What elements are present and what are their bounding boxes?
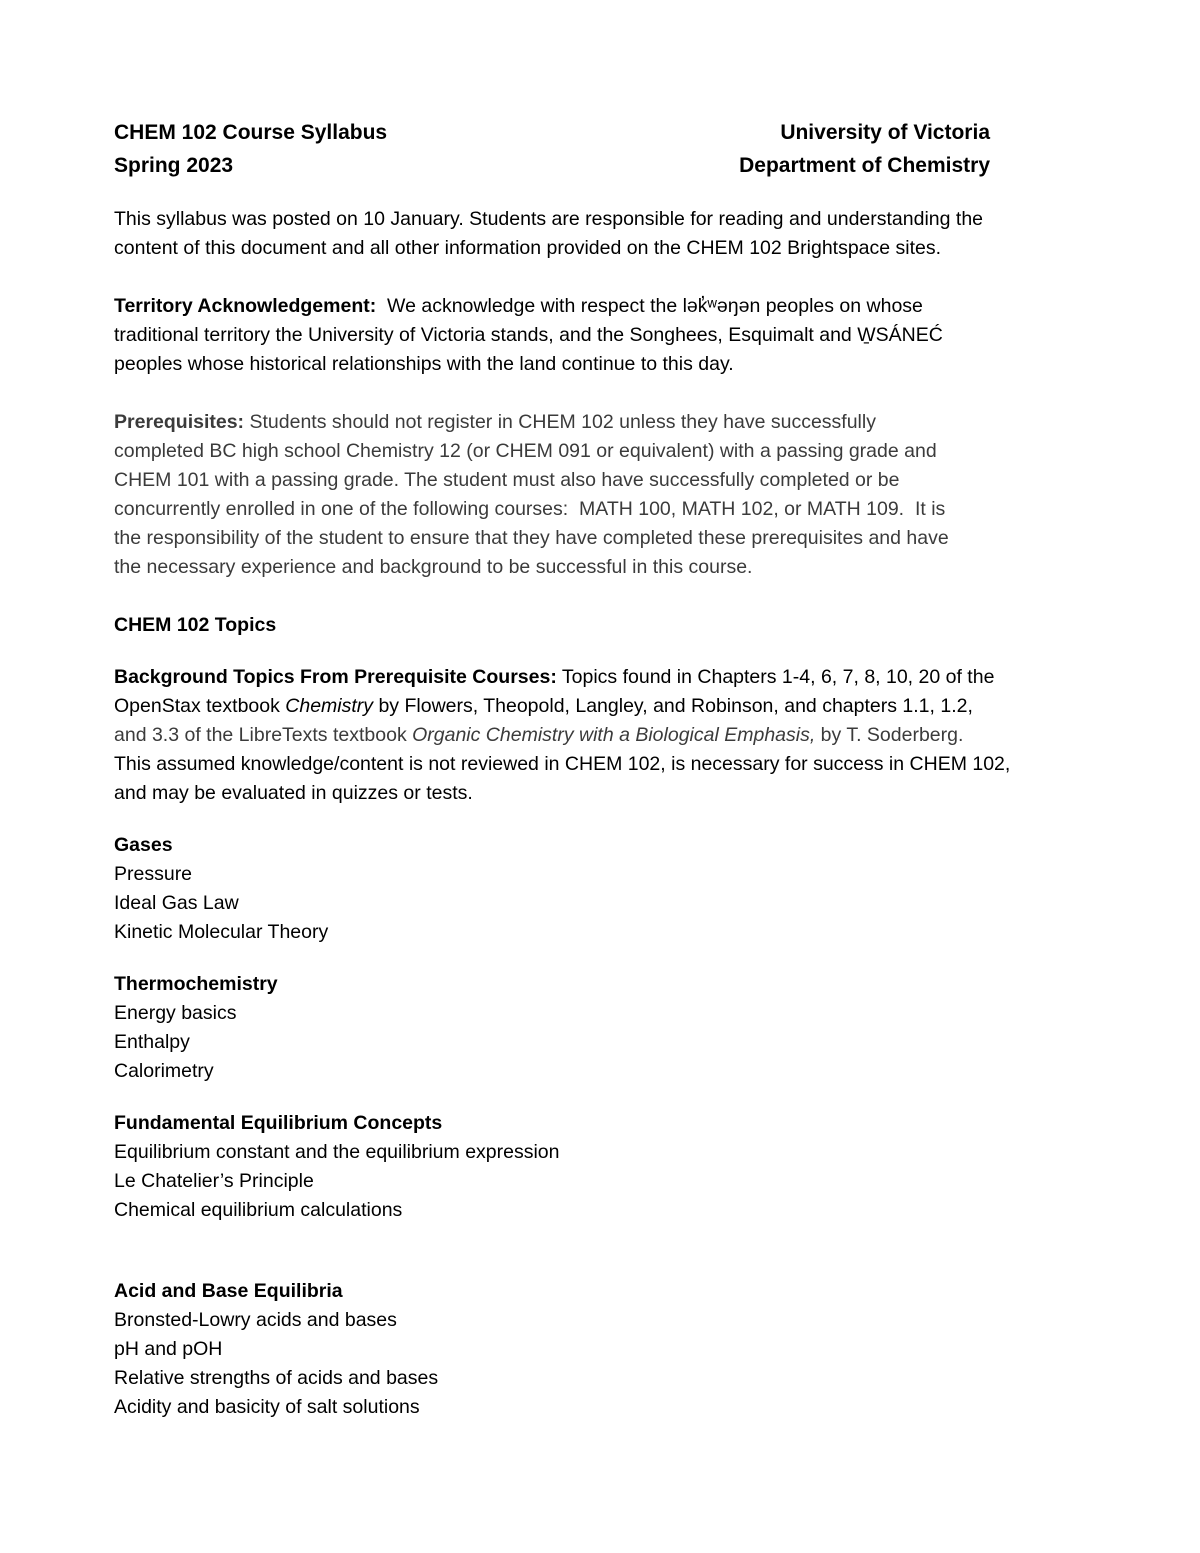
background-line — [114, 663, 1104, 692]
course-title: CHEM 102 Course Syllabus — [114, 121, 388, 144]
section-item: Bronsted-Lowry acids and bases — [114, 1309, 397, 1331]
section-item: Calorimetry — [114, 1060, 214, 1082]
section-thermochemistry — [114, 970, 1104, 1086]
section-item: Le Chatelier’s Principle — [114, 1170, 314, 1192]
section-title: Thermochemistry — [114, 973, 278, 995]
term-label: Spring 2023 — [114, 154, 234, 177]
territory-label: Territory Acknowledgement: — [114, 295, 377, 317]
section-title: Gases — [114, 834, 173, 856]
background-text: by Flowers, Theopold, Langley, and Robinson, and chapters 1.1, 1.2, — [373, 695, 973, 717]
section-item: pH and pOH — [114, 1338, 223, 1360]
background-text: OpenStax textbook — [114, 695, 286, 717]
background-line — [114, 692, 1104, 721]
background-paragraph — [114, 663, 1104, 808]
prereq-line — [114, 408, 1104, 437]
intro-line: This syllabus was posted on 10 January. Students are responsible for reading and understanding the — [114, 208, 984, 230]
university-name: University of Victoria — [780, 121, 990, 144]
section-item: Ideal Gas Law — [114, 892, 239, 914]
section-item: Pressure — [114, 863, 193, 885]
intro-paragraph — [114, 205, 1104, 263]
territory-line: peoples whose historical relationships with the land continue to this day. — [114, 353, 734, 375]
background-line: This assumed knowledge/content is not reviewed in CHEM 102, is necessary for success in CHEM 102, — [114, 753, 1011, 775]
header-row-1 — [114, 116, 990, 149]
topics-heading: CHEM 102 Topics — [114, 614, 277, 636]
section-gases — [114, 831, 1104, 947]
section-item: Kinetic Molecular Theory — [114, 921, 329, 943]
prereq-line: completed BC high school Chemistry 12 (or CHEM 091 or equivalent) with a passing grade and — [114, 440, 937, 462]
prereq-line: the necessary experience and background to be successful in this course. — [114, 556, 753, 578]
territory-line: traditional territory the University of Victoria stands, and the Songhees, Esquimalt and W̱SÁNEĆ — [114, 324, 943, 346]
background-label: Background Topics From Prerequisite Courses: — [114, 666, 557, 688]
section-item: Acidity and basicity of salt solutions — [114, 1396, 420, 1418]
prereq-line: CHEM 101 with a passing grade. The student must also have successfully completed or be — [114, 469, 900, 491]
section-item: Energy basics — [114, 1002, 237, 1024]
header-row-2 — [114, 149, 990, 182]
department-name: Department of Chemistry — [739, 154, 990, 177]
section-item: Equilibrium constant and the equilibrium expression — [114, 1141, 560, 1163]
prereq-line: concurrently enrolled in one of the following courses: MATH 100, MATH 102, or MATH 109. It is — [114, 498, 946, 520]
background-line: and may be evaluated in quizzes or tests. — [114, 782, 473, 804]
background-text: and 3.3 of the LibreTexts textbook — [114, 724, 413, 746]
textbook-title: Chemistry — [285, 695, 374, 717]
section-item: Relative strengths of acids and bases — [114, 1367, 439, 1389]
background-text: by T. Soderberg. — [815, 724, 964, 746]
prerequisites-label: Prerequisites: — [114, 411, 245, 433]
background-line — [114, 721, 1104, 750]
intro-line: content of this document and all other information provided on the CHEM 102 Brightspace sites. — [114, 237, 942, 259]
section-acid-base — [114, 1277, 1104, 1422]
section-item: Enthalpy — [114, 1031, 190, 1053]
prerequisites-paragraph — [114, 408, 1104, 582]
section-equilibrium — [114, 1109, 1104, 1225]
territory-line — [114, 292, 1104, 321]
syllabus-page — [114, 116, 1104, 1422]
section-title: Acid and Base Equilibria — [114, 1280, 343, 1302]
section-title: Fundamental Equilibrium Concepts — [114, 1112, 443, 1134]
prereq-line: the responsibility of the student to ensure that they have completed these prerequisites and have — [114, 527, 949, 549]
territory-paragraph — [114, 292, 1104, 379]
prereq-text: Students should not register in CHEM 102 unless they have successfully — [244, 411, 876, 433]
background-text: Topics found in Chapters 1-4, 6, 7, 8, 10, 20 of the — [556, 666, 995, 688]
section-item: Chemical equilibrium calculations — [114, 1199, 403, 1221]
territory-text: We acknowledge with respect the lək̓ʷəŋən peoples on whose — [376, 295, 923, 317]
textbook-title: Organic Chemistry with a Biological Emphasis, — [412, 724, 816, 746]
